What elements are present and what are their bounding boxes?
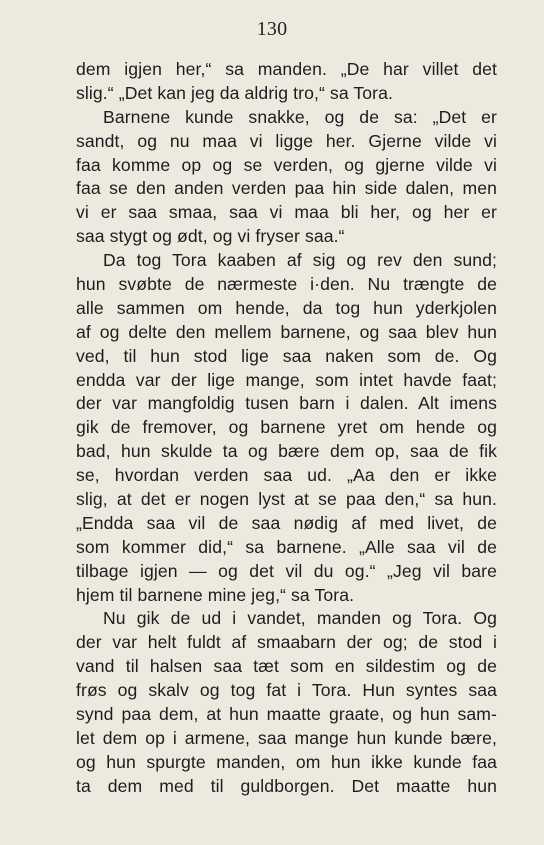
text-line: alle sammen om hende, da tog hun yderkjolen bbox=[76, 297, 497, 318]
text-line: der var helt fuldt af smaabarn der og; de stod i bbox=[76, 632, 497, 653]
text-line: dem igjen her,“ sa manden. „De har villet det bbox=[76, 59, 497, 79]
text-line: endda var der lige mange, som intet havde faat; bbox=[76, 369, 497, 390]
page-text bbox=[76, 58, 497, 799]
text-line: vi er saa smaa, saa vi maa bli her, og her er bbox=[76, 202, 497, 223]
text-line: sandt, og nu maa vi ligge her. Gjerne vilde vi bbox=[76, 130, 497, 151]
text-line: saa stygt og ødt, og vi fryser saa.“ bbox=[76, 226, 345, 247]
text-line: Barnene kunde snakke, og de sa: „Det er bbox=[103, 106, 497, 127]
text-line: slig, at det er nogen lyst at se paa den,“ sa hun. bbox=[76, 489, 497, 510]
text-line: „Endda saa vil de saa nødig af med livet, de bbox=[76, 512, 497, 533]
text-line: Nu gik de ud i vandet, manden og Tora. Og bbox=[103, 608, 497, 629]
text-line: gik de fremover, og barnene yret om hende og bbox=[76, 417, 497, 438]
page-number: 130 bbox=[256, 18, 288, 40]
text-line: hun svøbte de nærmeste i·den. Nu trængte de bbox=[76, 274, 497, 295]
text-line: af og delte den mellem barnene, og saa blev hun bbox=[76, 321, 497, 342]
text-line: ved, til hun stod lige saa naken som de. Og bbox=[76, 345, 497, 366]
text-line: let dem op i armene, saa mange hun kunde bære, bbox=[76, 727, 497, 748]
text-line: se, hvordan verden saa ud. „Aa den er ikke bbox=[76, 465, 497, 486]
text-line: Da tog Tora kaaben af sig og rev den sund; bbox=[103, 250, 497, 271]
text-line: slig.“ „Det kan jeg da aldrig tro,“ sa Tora. bbox=[76, 82, 393, 103]
text-line: der var mangfoldig tusen barn i dalen. Alt imens bbox=[76, 393, 497, 414]
text-line: hjem til barnene mine jeg,“ sa Tora. bbox=[76, 584, 355, 605]
text-line: og hun spurgte manden, om hun ikke kunde faa bbox=[76, 751, 497, 772]
text-line: som kommer did,“ sa barnene. „Alle saa vil de bbox=[76, 536, 497, 557]
text-line: faa komme op og se verden, og gjerne vilde vi bbox=[76, 154, 497, 175]
text-line: tilbage igjen — og det vil du og.“ „Jeg vil bare bbox=[76, 560, 497, 581]
text-line: bad, hun skulde ta og bære dem op, saa de fik bbox=[76, 441, 497, 462]
text-line: ta dem med til guldborgen. Det maatte hun bbox=[76, 775, 497, 796]
text-line: faa se den anden verden paa hin side dalen, men bbox=[76, 178, 497, 199]
text-line: synd paa dem, at hun maatte graate, og hun sam- bbox=[76, 704, 497, 725]
text-line: frøs og skalv og tog fat i Tora. Hun syntes saa bbox=[76, 680, 497, 701]
text-line: vand til halsen saa tæt som en sildestim og de bbox=[76, 656, 497, 677]
